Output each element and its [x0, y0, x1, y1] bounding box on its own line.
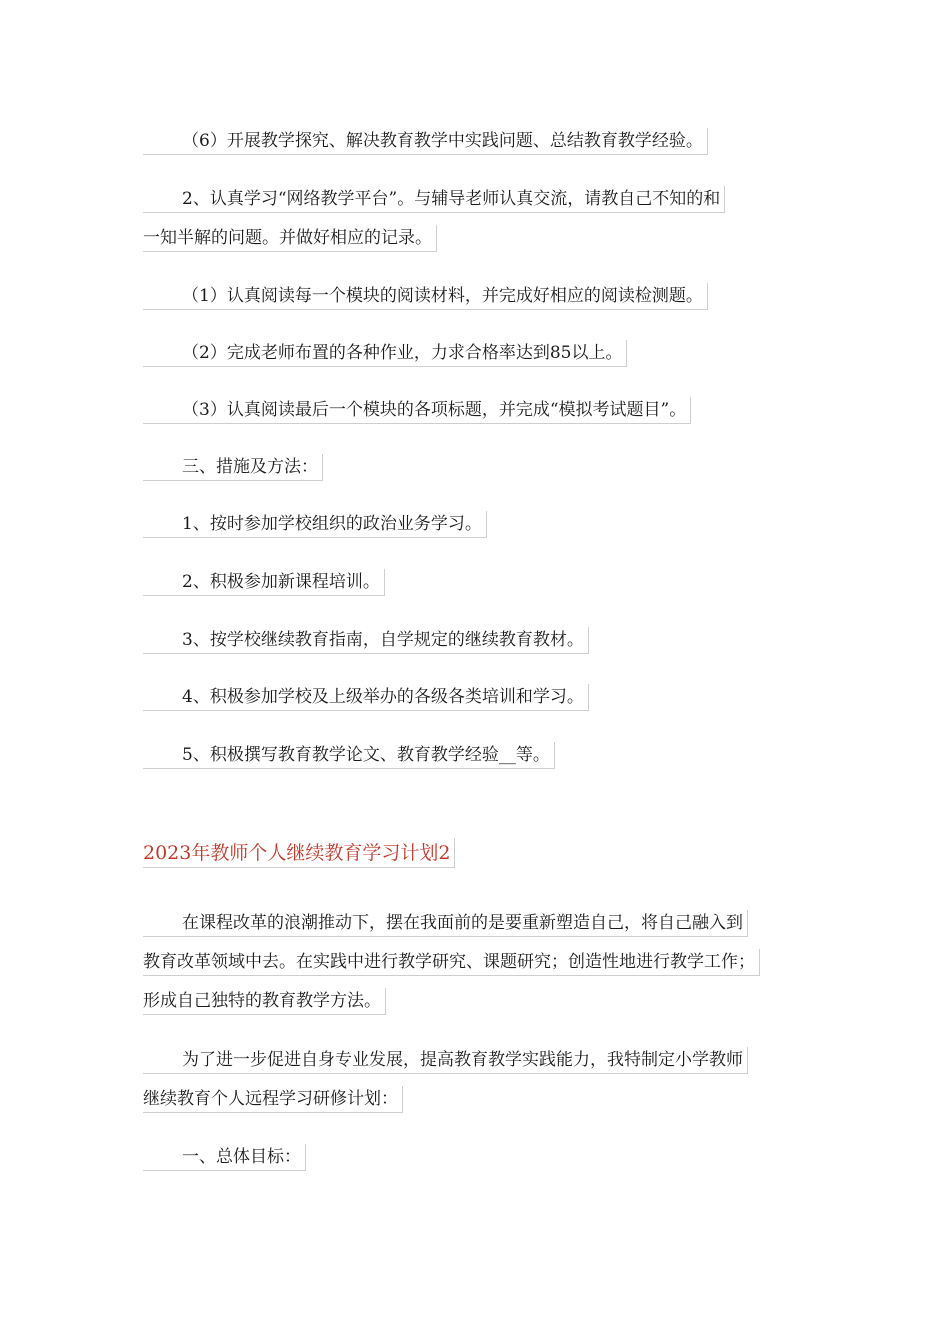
- list-item: 5、积极撰写教育教学论文、教育教学经验__等。: [143, 742, 555, 769]
- list-item: 2、积极参加新课程培训。: [143, 569, 385, 596]
- list-item: 1、按时参加学校组织的政治业务学习。: [143, 511, 487, 538]
- list-item: （2）完成老师布置的各种作业，力求合格率达到85以上。: [143, 340, 627, 367]
- paragraph-line: 为了进一步促进自身专业发展，提高教育教学实践能力，我特制定小学教师: [143, 1047, 748, 1074]
- document-title: 2023年教师个人继续教育学习计划2: [143, 838, 455, 868]
- list-item: 4、积极参加学校及上级举办的各级各类培训和学习。: [143, 684, 589, 711]
- paragraph-line: 继续教育个人远程学习研修计划：: [143, 1086, 403, 1113]
- paragraph-line: 形成自己独特的教育教学方法。: [143, 988, 386, 1015]
- list-item: （3）认真阅读最后一个模块的各项标题，并完成“模拟考试题目”。: [143, 397, 691, 424]
- paragraph-line: 教育改革领域中去。在实践中进行教学研究、课题研究；创造性地进行教学工作；: [143, 949, 760, 976]
- list-item: （1）认真阅读每一个模块的阅读材料，并完成好相应的阅读检测题。: [143, 283, 708, 310]
- section-heading: 一、总体目标：: [143, 1144, 306, 1171]
- paragraph-line: 一知半解的问题。并做好相应的记录。: [143, 225, 437, 252]
- section-heading: 三、措施及方法：: [143, 454, 323, 481]
- paragraph-line: 2、认真学习“网络教学平台”。与辅导老师认真交流，请教自己不知的和: [143, 186, 725, 213]
- list-item: （6）开展教学探究、解决教育教学中实践问题、总结教育教学经验。: [143, 128, 708, 155]
- list-item: 3、按学校继续教育指南，自学规定的继续教育教材。: [143, 627, 589, 654]
- paragraph-line: 在课程改革的浪潮推动下，摆在我面前的是要重新塑造自己，将自己融入到: [143, 910, 748, 937]
